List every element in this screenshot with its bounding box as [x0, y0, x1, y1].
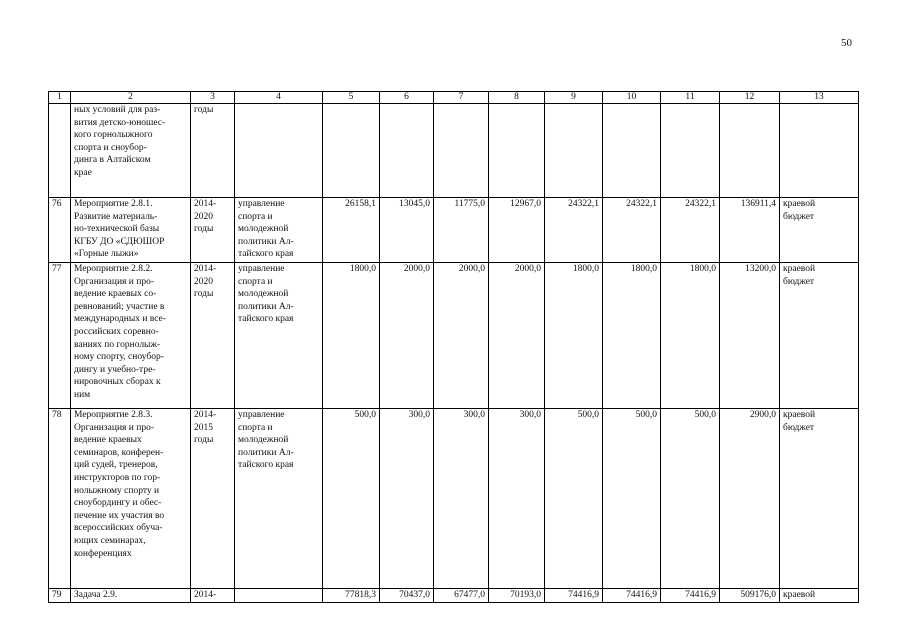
value-col-7: 67477,0: [434, 589, 489, 603]
executor: [235, 104, 323, 198]
value-col-9: [545, 104, 603, 198]
budget-table: [48, 91, 859, 603]
value-col-6: 2000,0: [380, 263, 434, 409]
column-header: 7: [434, 92, 489, 104]
table-row: [49, 104, 859, 198]
table-row: [49, 198, 859, 263]
row-number: 76: [49, 198, 71, 263]
row-number: 77: [49, 263, 71, 409]
page-number: 50: [841, 37, 852, 49]
value-col-5: 26158,1: [323, 198, 380, 263]
executor: [235, 589, 323, 603]
column-header: 3: [191, 92, 235, 104]
value-col-9: 74416,9: [545, 589, 603, 603]
column-header: 1: [49, 92, 71, 104]
value-col-12: 509176,0: [720, 589, 780, 603]
value-col-8: [489, 104, 545, 198]
period: годы: [191, 104, 235, 198]
period: 2014- 2015 годы: [191, 409, 235, 589]
value-col-8: 300,0: [489, 409, 545, 589]
measure-name: Мероприятие 2.8.2. Организация и про- ведение краевых со- ревнований; участие в международных и все- российских соревно- ваниях по горнолыж- ному спорту, сноубор- дингу и учебно-тре- нировочных сборах к ним: [71, 263, 191, 409]
column-header: 9: [545, 92, 603, 104]
value-col-9: 500,0: [545, 409, 603, 589]
measure-name: Мероприятие 2.8.3. Организация и про- ведение краевых семинаров, конферен- ций судей, тренеров, инструкторов по гор- нолыжному спорту и сноубордингу и обес- печение их участия во всероссийских обуча- ющих семинарах, конференциях: [71, 409, 191, 589]
value-col-10: 1800,0: [603, 263, 661, 409]
value-col-10: 24322,1: [603, 198, 661, 263]
column-header-row: [49, 92, 859, 104]
value-col-7: 2000,0: [434, 263, 489, 409]
value-col-9: 24322,1: [545, 198, 603, 263]
value-col-5: [323, 104, 380, 198]
table-row: [49, 263, 859, 409]
value-col-7: [434, 104, 489, 198]
funding-source: краевой: [780, 589, 859, 603]
row-number: [49, 104, 71, 198]
value-col-12: 136911,4: [720, 198, 780, 263]
value-col-9: 1800,0: [545, 263, 603, 409]
executor: управление спорта и молодежной политики Ал- тайского края: [235, 263, 323, 409]
value-col-6: 300,0: [380, 409, 434, 589]
measure-name: Задача 2.9.: [71, 589, 191, 603]
column-header: 5: [323, 92, 380, 104]
measure-name: Мероприятие 2.8.1. Развитие материаль- но-технической базы КГБУ ДО «СДЮШОР «Горные лыжи»: [71, 198, 191, 263]
value-col-6: 13045,0: [380, 198, 434, 263]
funding-source: краевой бюджет: [780, 198, 859, 263]
value-col-7: 300,0: [434, 409, 489, 589]
value-col-8: 2000,0: [489, 263, 545, 409]
value-col-8: 12967,0: [489, 198, 545, 263]
period: 2014- 2020 годы: [191, 263, 235, 409]
column-header: 8: [489, 92, 545, 104]
value-col-6: 70437,0: [380, 589, 434, 603]
value-col-7: 11775,0: [434, 198, 489, 263]
funding-source: краевой бюджет: [780, 409, 859, 589]
value-col-10: [603, 104, 661, 198]
table-row: [49, 409, 859, 589]
column-header: 13: [780, 92, 859, 104]
value-col-10: 74416,9: [603, 589, 661, 603]
column-header: 11: [661, 92, 720, 104]
measure-name: ных условий для раз- вития детско-юношес- кого горнолыжного спорта и сноубор- динга в Алтайском крае: [71, 104, 191, 198]
value-col-12: 2900,0: [720, 409, 780, 589]
row-number: 79: [49, 589, 71, 603]
value-col-11: 1800,0: [661, 263, 720, 409]
value-col-5: 77818,3: [323, 589, 380, 603]
value-col-10: 500,0: [603, 409, 661, 589]
column-header: 10: [603, 92, 661, 104]
value-col-11: 24322,1: [661, 198, 720, 263]
value-col-12: 13200,0: [720, 263, 780, 409]
period: 2014-: [191, 589, 235, 603]
column-header: 6: [380, 92, 434, 104]
funding-source: краевой бюджет: [780, 263, 859, 409]
executor: управление спорта и молодежной политики Ал- тайского края: [235, 409, 323, 589]
column-header: 4: [235, 92, 323, 104]
row-number: 78: [49, 409, 71, 589]
value-col-5: 500,0: [323, 409, 380, 589]
value-col-6: [380, 104, 434, 198]
column-header: 12: [720, 92, 780, 104]
funding-source: [780, 104, 859, 198]
period: 2014- 2020 годы: [191, 198, 235, 263]
table-row: [49, 589, 859, 603]
value-col-11: 74416,9: [661, 589, 720, 603]
value-col-11: [661, 104, 720, 198]
value-col-11: 500,0: [661, 409, 720, 589]
value-col-5: 1800,0: [323, 263, 380, 409]
executor: управление спорта и молодежной политики Ал- тайского края: [235, 198, 323, 263]
value-col-12: [720, 104, 780, 198]
column-header: 2: [71, 92, 191, 104]
value-col-8: 70193,0: [489, 589, 545, 603]
